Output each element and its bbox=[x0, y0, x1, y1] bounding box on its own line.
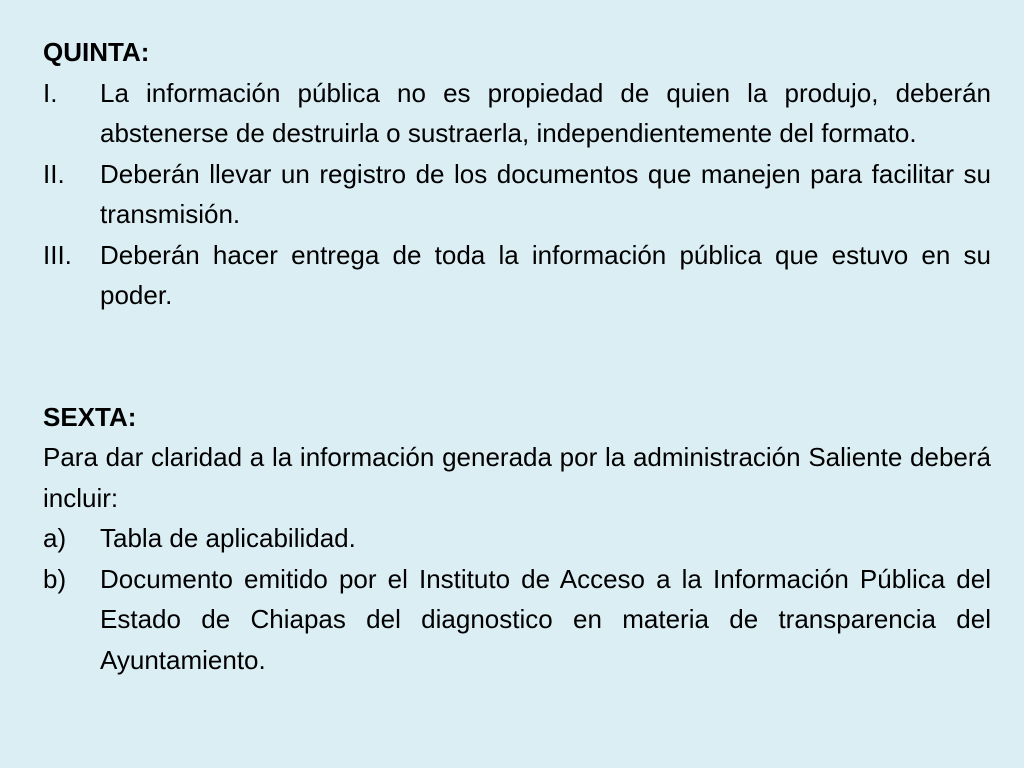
list-item bbox=[43, 73, 991, 154]
list-item bbox=[43, 154, 991, 235]
list-item bbox=[43, 559, 991, 681]
section-heading-quinta: QUINTA: bbox=[43, 37, 150, 67]
section-heading-sexta: SEXTA: bbox=[43, 401, 137, 432]
list-item-text: Deberán hacer entrega de toda la información pública que estuvo en su poder. bbox=[100, 239, 991, 310]
list-item bbox=[43, 518, 991, 559]
section-spacer bbox=[43, 316, 991, 397]
intro-paragraph: Para dar claridad a la información generada por la administración Saliente deberá incluir: bbox=[43, 442, 991, 513]
list-marker: a) bbox=[43, 523, 67, 553]
list-marker: I. bbox=[43, 77, 58, 108]
list-item-text: Documento emitido por el Instituto de Acceso a la Información Pública del Estado de Chiapas del diagnostico en materia de transparencia del Ayuntamiento. bbox=[100, 563, 991, 675]
list-item-text: Tabla de aplicabilidad. bbox=[100, 523, 356, 553]
list-item-text: La información pública no es propiedad de quien la produjo, deberán abstenerse de destruirla o sustraerla, independientemente del formato. bbox=[100, 77, 991, 148]
list-item bbox=[43, 235, 991, 316]
list-marker: b) bbox=[43, 563, 67, 594]
slide-content bbox=[43, 32, 991, 680]
list-marker: III. bbox=[43, 239, 72, 270]
list-marker: II. bbox=[43, 158, 65, 189]
list-item-text: Deberán llevar un registro de los documentos que manejen para facilitar su transmisión. bbox=[100, 158, 991, 229]
